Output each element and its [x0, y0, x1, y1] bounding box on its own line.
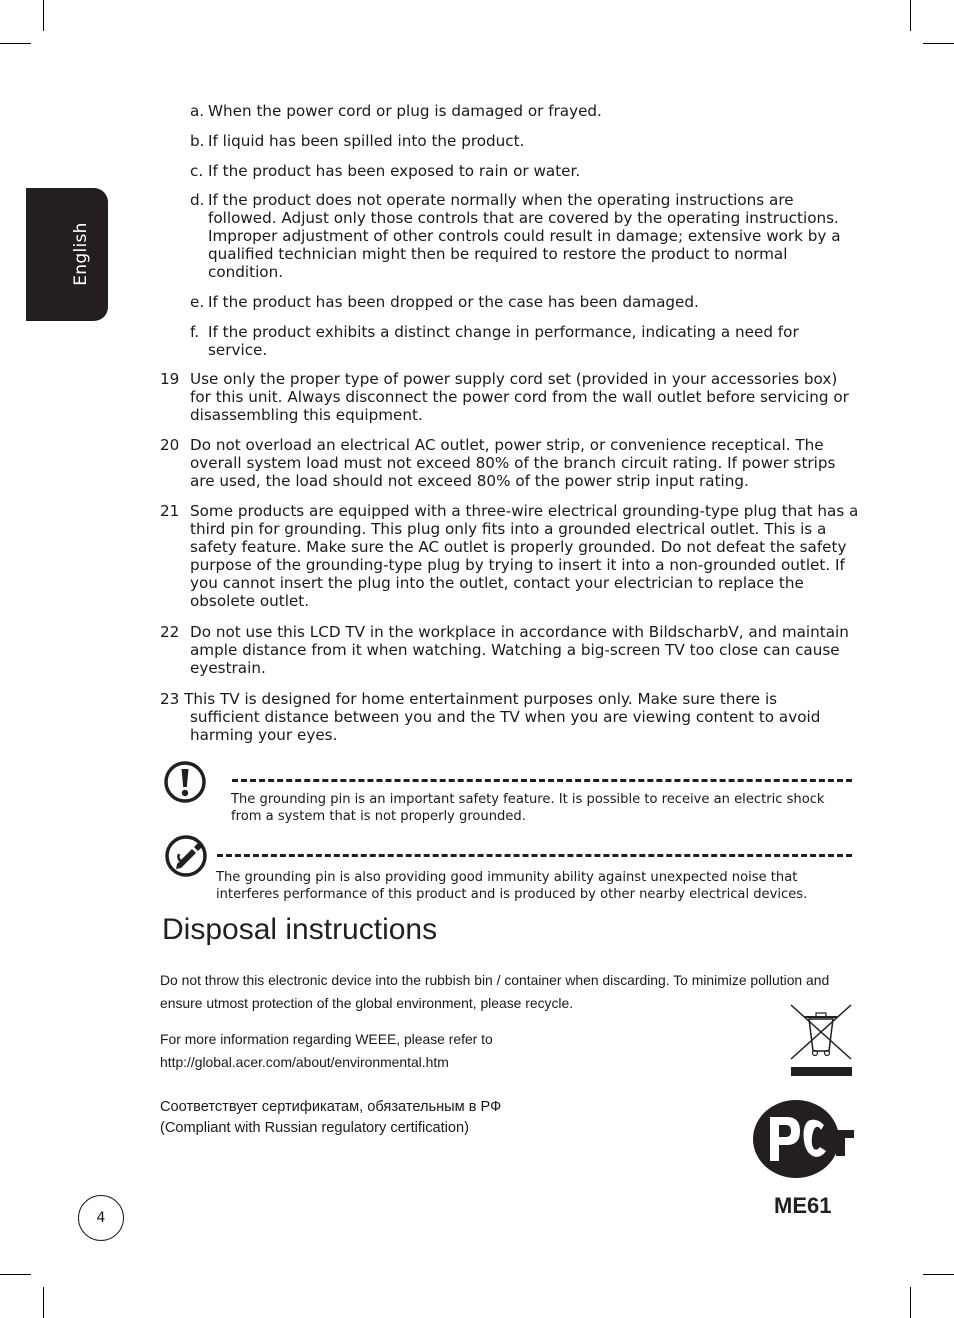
- list-item-label: e.: [190, 293, 205, 311]
- list-item: [190, 191, 860, 281]
- note-text: The grounding pin is also providing good immunity ability against unexpected noise that interferes performance of this product and is produced by other nearby electrical devices.: [216, 870, 808, 902]
- numbered-item-text: Do not overload an electrical AC outlet, power strip, or convenience receptical. The overall system load must not exceed 80% of the branch circuit rating. If power strips are used, the load should not exceed 80% of the power strip input rating.: [190, 436, 836, 490]
- russian-certification: [160, 1097, 720, 1139]
- numbered-item-number: 20: [160, 436, 180, 454]
- numbered-item-number: 21: [160, 502, 180, 520]
- list-item: [190, 323, 860, 359]
- list-item-text: If the product exhibits a distinct change in performance, indicating a need for service.: [208, 323, 799, 359]
- list-item-label: a.: [190, 102, 205, 120]
- weee-bin-icon: [789, 1003, 853, 1081]
- numbered-item-number: 22: [160, 623, 180, 641]
- list-item-text: If the product does not operate normally when the operating instructions are followed. Adjust only those controls that are covered by the operating instructions. Improper adjustment of other controls could result in damage; extensive work by a qualified technician might then be required to restore the product to normal condition.: [208, 191, 841, 281]
- crop-mark: [43, 0, 44, 31]
- list-item: [190, 102, 860, 120]
- list-item-text: If the product has been exposed to rain or water.: [208, 162, 581, 180]
- list-item-text: If liquid has been spilled into the product.: [208, 132, 525, 150]
- numbered-item-text: Do not use this LCD TV in the workplace in accordance with BildscharbV, and maintain ample distance from it when watching. Watching a big-screen TV too close can cause eyestrain.: [190, 623, 849, 677]
- list-item-label: d.: [190, 191, 205, 209]
- numbered-item-number: 19: [160, 370, 180, 388]
- warning-icon: [163, 760, 207, 808]
- disposal-paragraph: Do not throw this electronic device into the rubbish bin / container when discarding. To minimize pollution and ensure utmost protection of the global environment, please recycle.: [160, 972, 830, 1011]
- russian-certification-text: Соответствует сертификатам, обязательным в РФ: [160, 1099, 502, 1115]
- list-item-label: c.: [190, 162, 204, 180]
- numbered-item: [160, 623, 862, 677]
- list-item-text: When the power cord or plug is damaged or frayed.: [208, 102, 602, 120]
- crop-mark: [923, 43, 954, 44]
- numbered-item-23: [160, 690, 860, 744]
- weee-link[interactable]: http://global.acer.com/about/environmental.htm: [160, 1054, 449, 1070]
- warning-divider: [232, 779, 852, 782]
- crop-mark: [923, 1274, 954, 1275]
- page-number: 4: [96, 1210, 106, 1226]
- crop-mark: [0, 1274, 31, 1275]
- crop-mark: [910, 0, 911, 31]
- list-item-label: f.: [190, 323, 200, 341]
- note-divider: [217, 854, 852, 857]
- numbered-item-23-rest: sufficient distance between you and the TV when you are viewing content to avoid harming your eyes.: [190, 708, 821, 744]
- certification-code: ME61: [774, 1193, 832, 1218]
- numbered-item-text: Some products are equipped with a three-wire electrical grounding-type plug that has a third pin for grounding. This plug only fits into a grounded electrical outlet. This is a safety feature. Make sure the AC outlet is properly grounded. Do not defeat the safety purpose of the grounding-type plug by trying to insert it into a non-grounded outlet. If you cannot insert the plug into the outlet, contact your electrician to replace the obsolete outlet.: [190, 502, 859, 610]
- list-item-label: b.: [190, 132, 205, 150]
- numbered-item: [160, 502, 862, 610]
- language-tab: [26, 188, 108, 321]
- warning-text: The grounding pin is an important safety feature. It is possible to receive an electric shock from a system that is not properly grounded.: [231, 792, 825, 824]
- list-item: [190, 132, 860, 150]
- numbered-item: [160, 370, 862, 424]
- numbered-item-text: Use only the proper type of power supply cord set (provided in your accessories box) for this unit. Always disconnect the power cord from the wall outlet before servicing or disassembling this equipment.: [190, 370, 849, 424]
- section-heading: Disposal instructions: [162, 913, 438, 946]
- crop-mark: [0, 43, 31, 44]
- russian-certification-translation: (Compliant with Russian regulatory certification): [160, 1120, 470, 1136]
- note-icon: [164, 834, 210, 882]
- list-item-text: If the product has been dropped or the case has been damaged.: [208, 293, 699, 311]
- pct-certification-logo: [752, 1099, 854, 1183]
- list-item: [190, 293, 860, 311]
- weee-info-line: For more information regarding WEEE, please refer to: [160, 1031, 493, 1047]
- numbered-item-23-first-line: 23 This TV is designed for home entertainment purposes only. Make sure there is: [160, 690, 778, 708]
- numbered-item: [160, 436, 862, 490]
- language-tab-label: English: [71, 222, 91, 286]
- list-item: [190, 162, 860, 180]
- page-number-badge: [78, 1195, 124, 1241]
- crop-mark: [43, 1287, 44, 1318]
- crop-mark: [910, 1287, 911, 1318]
